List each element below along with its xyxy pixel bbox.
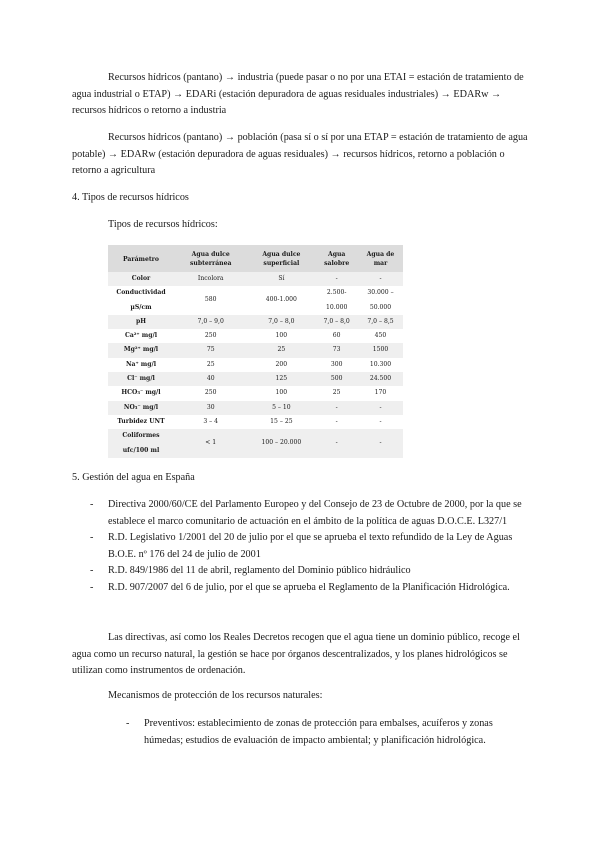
table-cell: 125 — [247, 372, 315, 386]
table-cell: 3 – 4 — [174, 415, 247, 429]
table-row — [108, 343, 403, 357]
table-cell: 200 — [247, 358, 315, 372]
table-row — [108, 358, 403, 372]
table-caption: Tipos de recursos hídricos: — [108, 219, 218, 230]
table-cell: Mg²⁺ mg/l — [108, 343, 174, 357]
list-item — [84, 497, 528, 530]
table-cell: 73 — [315, 343, 358, 357]
list-item — [84, 530, 528, 563]
table-cell: 7,0 – 8,0 — [315, 315, 358, 329]
table-cell: 1500 — [358, 343, 403, 357]
list-item — [84, 580, 528, 597]
table-cell: 10.300 — [358, 358, 403, 372]
column-header: Agua dulce superficial — [247, 245, 315, 272]
table-cell: 25 — [247, 343, 315, 357]
table-cell: 170 — [358, 386, 403, 400]
list-item — [84, 563, 528, 580]
table-row — [108, 372, 403, 386]
table-cell: - — [358, 429, 403, 458]
table-cell: - — [315, 272, 358, 286]
table-cell: 500 — [315, 372, 358, 386]
table-cell: 75 — [174, 343, 247, 357]
table-cell: pH — [108, 315, 174, 329]
table-cell: - — [358, 415, 403, 429]
table-cell: Ca²⁺ mg/l — [108, 329, 174, 343]
mechanisms-list — [120, 716, 528, 749]
table-cell: 25 — [315, 386, 358, 400]
water-resources-table — [108, 245, 403, 458]
list-item-text: R.D. 849/1986 del 11 de abril, reglamento del Dominio público hidráulico — [108, 565, 411, 576]
table-cell: NO₃⁻ mg/l — [108, 401, 174, 415]
list-dash: - — [90, 581, 94, 593]
table-cell: 5 – 10 — [247, 401, 315, 415]
list-dash: - — [90, 532, 94, 543]
table-row — [108, 429, 403, 458]
paragraph-directives: Las directivas, así como los Reales Decretos recogen que el agua tiene un dominio público, recoge el agua como un recurso natural, la gestión se hace por órganos descentralizados, y los planes hidrológicos se utilizan como instrumentos de ordenación. — [72, 632, 520, 676]
table-cell: 15 – 25 — [247, 415, 315, 429]
table-cell: Turbidez UNT — [108, 415, 174, 429]
list-item — [120, 716, 528, 749]
table-cell: 250 — [174, 329, 247, 343]
table-cell: Sí — [247, 272, 315, 286]
section-heading-4: 4. Tipos de recursos hídricos — [72, 192, 189, 203]
table-cell: 450 — [358, 329, 403, 343]
list-dash: - — [126, 718, 130, 729]
table-row — [108, 386, 403, 400]
table-row — [108, 401, 403, 415]
list-item-text: R.D. 907/2007 del 6 de julio, por el que se aprueba el Reglamento de la Planificación Hidrológica. — [108, 581, 510, 593]
section-heading-5: 5. Gestión del agua en España — [72, 472, 195, 483]
table-row — [108, 329, 403, 343]
list-dash: - — [90, 499, 94, 510]
table-row — [108, 286, 403, 315]
table-cell: 2.500-10.000 — [315, 286, 358, 315]
table-cell: Na⁺ mg/l — [108, 358, 174, 372]
table-cell: - — [315, 415, 358, 429]
table-cell: 100 – 20.000 — [247, 429, 315, 458]
paragraph-population-flow: Recursos hídricos (pantano) → población (pasa sí o sí por una ETAP = estación de tratamiento de agua potable) → EDARw (estación depuradora de aguas residuales) → recursos hídricos, retorno a población o retorno a agricultura — [72, 132, 528, 176]
column-header: Agua salobre — [315, 245, 358, 272]
table-cell: - — [358, 401, 403, 415]
table-cell: - — [315, 429, 358, 458]
table-cell: 40 — [174, 372, 247, 386]
table-cell: 7,0 – 8,0 — [247, 315, 315, 329]
table-cell: Cl⁻ mg/l — [108, 372, 174, 386]
column-header: Agua dulce subterránea — [174, 245, 247, 272]
list-item-text: R.D. Legislativo 1/2001 del 20 de julio por el que se aprueba el texto refundido de la Ley de Aguas B.O.E. nº 176 del 24 de julio de 2001 — [108, 532, 513, 560]
table-cell: 580 — [174, 286, 247, 315]
table-cell: 7,0 – 8,5 — [358, 315, 403, 329]
list-item-text: Directiva 2000/60/CE del Parlamento Europeo y del Consejo de 23 de Octubre de 2000, por la que se establece el marco comunitario de actuación en el ámbito de la política de aguas D.O.C.E. L327/1 — [108, 499, 522, 527]
table-row — [108, 272, 403, 286]
table-cell: 24.500 — [358, 372, 403, 386]
table-cell: 25 — [174, 358, 247, 372]
table-row — [108, 315, 403, 329]
paragraph-industrial-flow: Recursos hídricos (pantano) → industria (puede pasar o no por una ETAI = estación de tratamiento de agua industrial o ETAP) → EDARi (estación depuradora de aguas residuales industriales) → EDARw → recursos hídricos o retorno a industria — [72, 72, 524, 116]
table-cell: HCO₃⁻ mg/l — [108, 386, 174, 400]
table-cell: Conductividad µS/cm — [108, 286, 174, 315]
table-cell: < 1 — [174, 429, 247, 458]
table-cell: - — [315, 401, 358, 415]
table-cell: 100 — [247, 329, 315, 343]
paragraph-mechanisms-intro: Mecanismos de protección de los recursos naturales: — [108, 690, 323, 701]
list-item-text: Preventivos: establecimiento de zonas de protección para embalses, acuíferos y zonas húmedas; estudios de evaluación de impacto ambiental; y planificación hidrológica. — [144, 718, 493, 746]
table-cell: 300 — [315, 358, 358, 372]
column-header: Parámetro — [108, 245, 174, 272]
table-cell: Coliformes ufc/100 ml — [108, 429, 174, 458]
table-cell: 7,0 – 9,0 — [174, 315, 247, 329]
table-header-row — [108, 245, 403, 272]
table-cell: - — [358, 272, 403, 286]
legislation-list — [84, 497, 528, 596]
table-cell: Color — [108, 272, 174, 286]
table-cell: 400-1.000 — [247, 286, 315, 315]
table-cell: Incolora — [174, 272, 247, 286]
table-row — [108, 415, 403, 429]
column-header: Agua de mar — [358, 245, 403, 272]
table-cell: 100 — [247, 386, 315, 400]
table-cell: 30.000 – 50.000 — [358, 286, 403, 315]
table-cell: 60 — [315, 329, 358, 343]
table-cell: 30 — [174, 401, 247, 415]
table-cell: 250 — [174, 386, 247, 400]
list-dash: - — [90, 565, 94, 576]
